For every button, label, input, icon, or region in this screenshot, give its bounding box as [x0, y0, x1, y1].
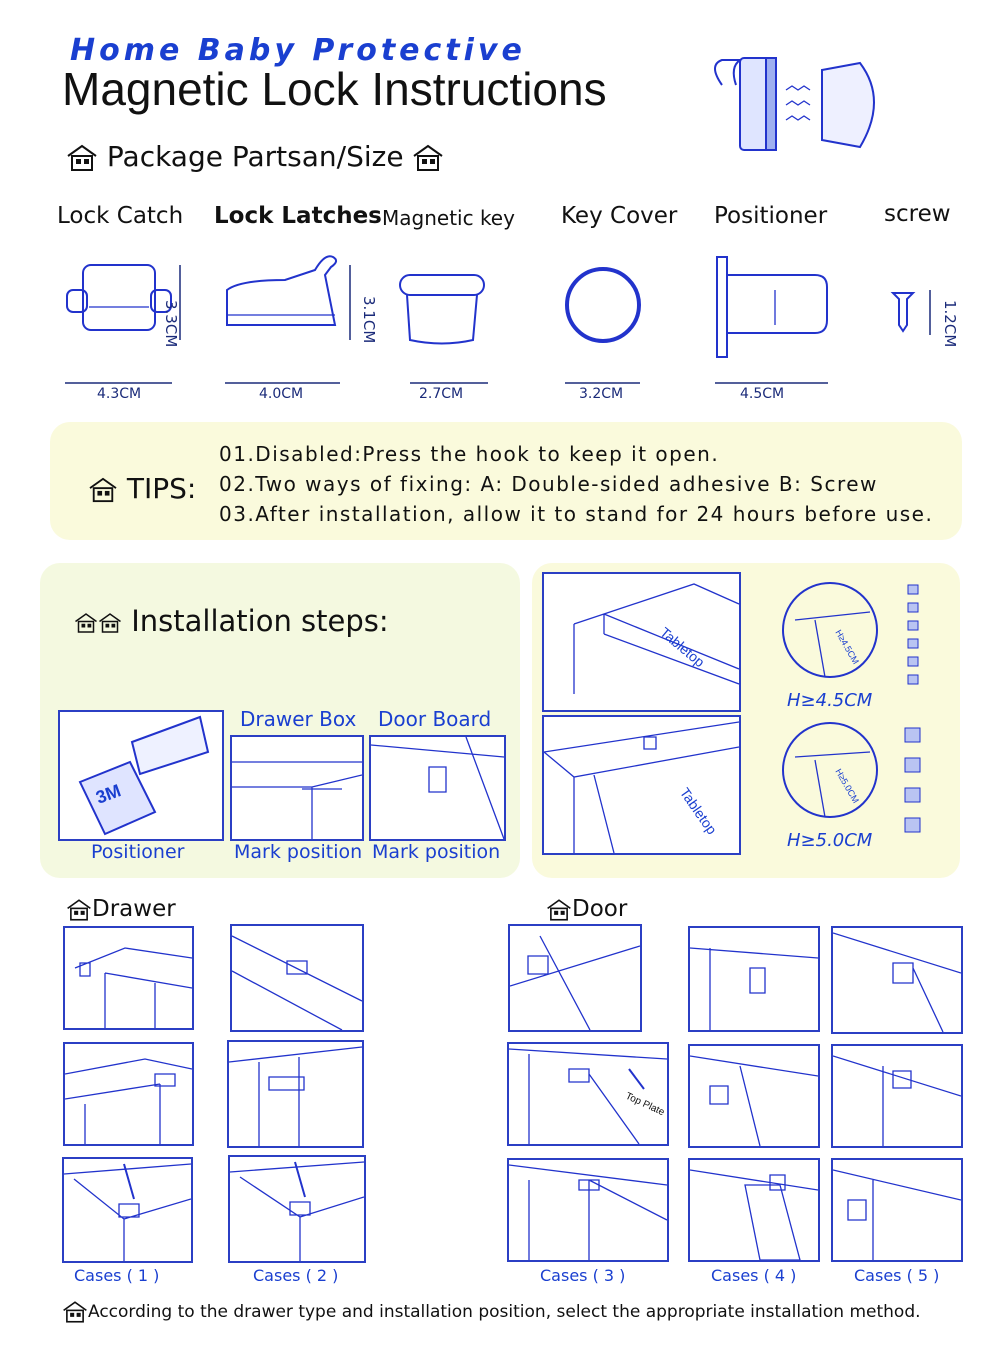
dim-lock-latches-width: 4.0CM [259, 386, 304, 402]
positioner-caption: Positioner [91, 841, 185, 863]
tips-label [88, 472, 196, 505]
house-icon [66, 144, 98, 172]
drawer-box-image [230, 735, 364, 841]
tip-3: 03.After installation, allow it to stand for 24 hours before use. [219, 502, 934, 526]
installation-heading-text: Installation steps: [131, 604, 389, 638]
installation-heading [74, 604, 389, 638]
footer-note-text: According to the drawer type and installation position, select the appropriate installation method. [88, 1302, 921, 1322]
drawer-step-image [230, 924, 364, 1032]
mark-position-caption-2: Mark position [372, 841, 501, 863]
door-step-image [507, 1042, 669, 1146]
part-name-lock-latches: Lock Latches [214, 203, 382, 229]
house-icon [74, 612, 98, 634]
door-board-image [369, 735, 506, 841]
part-name-key-cover: Key Cover [561, 203, 678, 229]
subtitle: Home Baby Protective [70, 33, 526, 68]
door-step-image [831, 1044, 963, 1148]
page-title: Magnetic Lock Instructions [62, 63, 607, 115]
case-label-4: Cases ( 4 ) [711, 1266, 797, 1285]
positioner-image [58, 710, 224, 841]
house-icon [88, 477, 118, 503]
tabletop-image-1 [542, 572, 741, 712]
magnetic-lock-illustration [700, 55, 890, 155]
tip-2: 02.Two ways of fixing: A: Double-sided adhesive B: Screw [219, 472, 878, 496]
door-board-label: Door Board [378, 707, 492, 731]
house-icon [412, 144, 444, 172]
part-name-lock-catch: Lock Catch [57, 203, 184, 229]
house-icon [98, 612, 122, 634]
drawer-step-image [63, 926, 194, 1030]
door-heading [546, 896, 627, 922]
door-step-image [507, 1158, 669, 1262]
part-name-positioner: Positioner [714, 203, 828, 229]
height-label-2: H≥5.0CM [787, 830, 873, 851]
footer-note [62, 1300, 921, 1324]
tips-label-text: TIPS: [126, 472, 197, 505]
door-step-image [688, 1044, 820, 1148]
drawer-step-image [63, 1042, 194, 1146]
door-step-image [831, 1158, 963, 1262]
drawer-heading-text: Drawer [92, 896, 176, 922]
case-label-1: Cases ( 1 ) [74, 1266, 160, 1285]
house-icon [546, 898, 572, 922]
dim-lock-catch-height: 3.3CM [162, 300, 180, 348]
mark-position-caption-1: Mark position [234, 841, 363, 863]
drawer-heading [66, 896, 176, 922]
dim-magnetic-key-width: 2.7CM [419, 386, 464, 402]
dim-lock-catch-width: 4.3CM [97, 386, 142, 402]
dim-lock-latches-height: 3.1CM [360, 296, 378, 344]
dimension-arrows [0, 255, 1000, 405]
tip-1: 01.Disabled:Press the hook to keep it open. [219, 442, 720, 466]
house-icon [62, 1300, 88, 1324]
dim-key-cover-width: 3.2CM [579, 386, 624, 402]
badge-3m: 3M [93, 780, 124, 808]
drawer-step-image [62, 1157, 193, 1263]
package-heading [66, 140, 444, 173]
case-label-2: Cases ( 2 ) [253, 1266, 339, 1285]
door-step-image [688, 1158, 820, 1262]
drawer-step-image [228, 1155, 366, 1263]
door-step-image [831, 926, 963, 1034]
case-label-3: Cases ( 3 ) [540, 1266, 626, 1285]
part-name-screw: screw [884, 201, 951, 227]
drawer-step-image [227, 1040, 364, 1148]
top-plate-label: Top Plate [623, 1090, 667, 1119]
stacked-locks [900, 580, 930, 840]
case-label-5: Cases ( 5 ) [854, 1266, 940, 1285]
door-heading-text: Door [572, 896, 628, 922]
height-small-label-2: H≥5.0CM [833, 767, 861, 805]
tabletop-label-1: Tabletop [657, 623, 708, 671]
height-label-1: H≥4.5CM [787, 690, 873, 711]
dim-screw-height: 1.2CM [941, 300, 959, 348]
package-heading-text: Package Partsan/Size [106, 140, 404, 173]
dim-positioner-width: 4.5CM [740, 386, 785, 402]
house-icon [66, 898, 92, 922]
height-small-label-1: H≥4.5CM [833, 628, 861, 666]
door-step-image [508, 924, 642, 1032]
tabletop-image-2 [542, 715, 741, 855]
part-name-magnetic-key: Magnetic key [382, 206, 515, 230]
tabletop-label-2: Tabletop [676, 784, 721, 838]
drawer-box-label: Drawer Box [240, 707, 357, 731]
door-step-image [688, 926, 820, 1032]
